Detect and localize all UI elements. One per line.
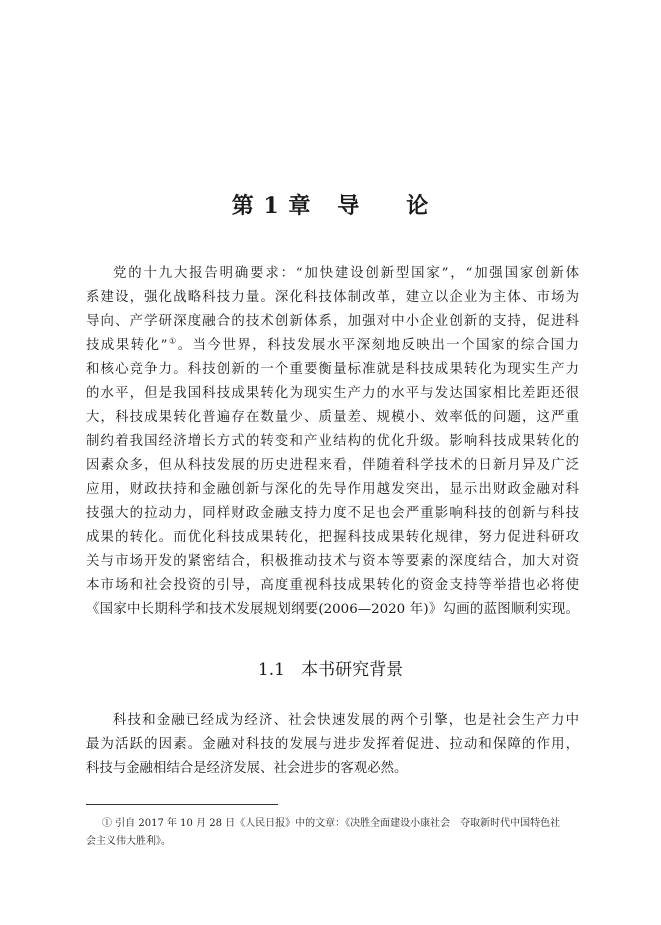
intro-line: 成果的转化。而优化科技成果转化，把握科技成果转化规律，努力促进科研攻: [86, 530, 579, 545]
footnote: [86, 815, 579, 851]
footnote-marker[interactable]: ①: [167, 336, 178, 346]
footnote-divider: [86, 804, 278, 805]
intro-line: 应用，财政扶持和金融创新与深化的先导作用越发突出，显示出财政金融对科: [86, 482, 579, 497]
intro-line: 党的十九大报告明确要求：“加快建设创新型国家”，“加强国家创新体: [113, 266, 579, 281]
intro-line: 技强大的拉动力，同样财政金融支持力度不足也会严重影响科技的创新与科技: [86, 506, 579, 521]
chapter-title: 第 1 章 导 论: [231, 193, 430, 219]
intro-line: 制约着我国经济增长方式的转变和产业结构的优化升级。影响科技成果转化的: [86, 434, 579, 449]
intro-line-text: 技成果转化”: [86, 338, 168, 353]
intro-line: 系建设，强化战略科技力量。深化科技体制改革，建立以企业为主体、市场为: [86, 290, 579, 305]
background-line: 最为活跃的因素。金融对科技的发展与进步发挥着促进、拉动和保障的作用，: [86, 737, 579, 752]
footnote-line: ① 引自 2017 年 10 月 28 日《人民日报》中的文章：《决胜全面建设小康社会 夺取新时代中国特色社: [102, 818, 561, 829]
intro-paragraph: [86, 262, 579, 622]
intro-line: 大，科技成果转化普遍存在数量少、质量差、规模小、效率低的问题，这严重: [86, 410, 579, 425]
intro-line: 和核心竞争力。科技创新的一个重要衡量标准就是科技成果转化为现实生产力: [86, 362, 579, 377]
intro-line: 本市场和社会投资的引导，高度重视科技成果转化的资金支持等举措也必将使: [86, 578, 579, 593]
section-title: 1.1 本书研究背景: [257, 660, 404, 680]
footnote-line: 会主义伟大胜利》。: [86, 836, 171, 847]
background-line: 科技和金融已经成为经济、社会快速发展的两个引擎，也是社会生产力中: [113, 713, 579, 728]
intro-line: 因素众多，但从科技发展的历史进程来看，伴随着科学技术的日新月异及广泛: [86, 458, 579, 473]
intro-line: 关与市场开发的紧密结合，积极推动技术与资本等要素的深度结合，加大对资: [86, 554, 579, 569]
intro-line-tail: 。当今世界，科技发展水平深刻地反映出一个国家的综合国力: [177, 338, 579, 353]
intro-line: 《国家中长期科学和技术发展规划纲要(2006—2020 年)》勾画的蓝图顺利实现。: [86, 602, 579, 617]
intro-line: 导向、产学研深度融合的技术创新体系，加强对中小企业创新的支持，促进科: [86, 314, 579, 329]
intro-line-with-footnote: [86, 334, 579, 358]
background-line: 科技与金融相结合是经济发展、社会进步的客观必然。: [86, 761, 408, 776]
background-paragraph: [86, 709, 579, 781]
intro-line: 的水平，但是我国科技成果转化为现实生产力的水平与发达国家相比差距还很: [86, 386, 579, 401]
